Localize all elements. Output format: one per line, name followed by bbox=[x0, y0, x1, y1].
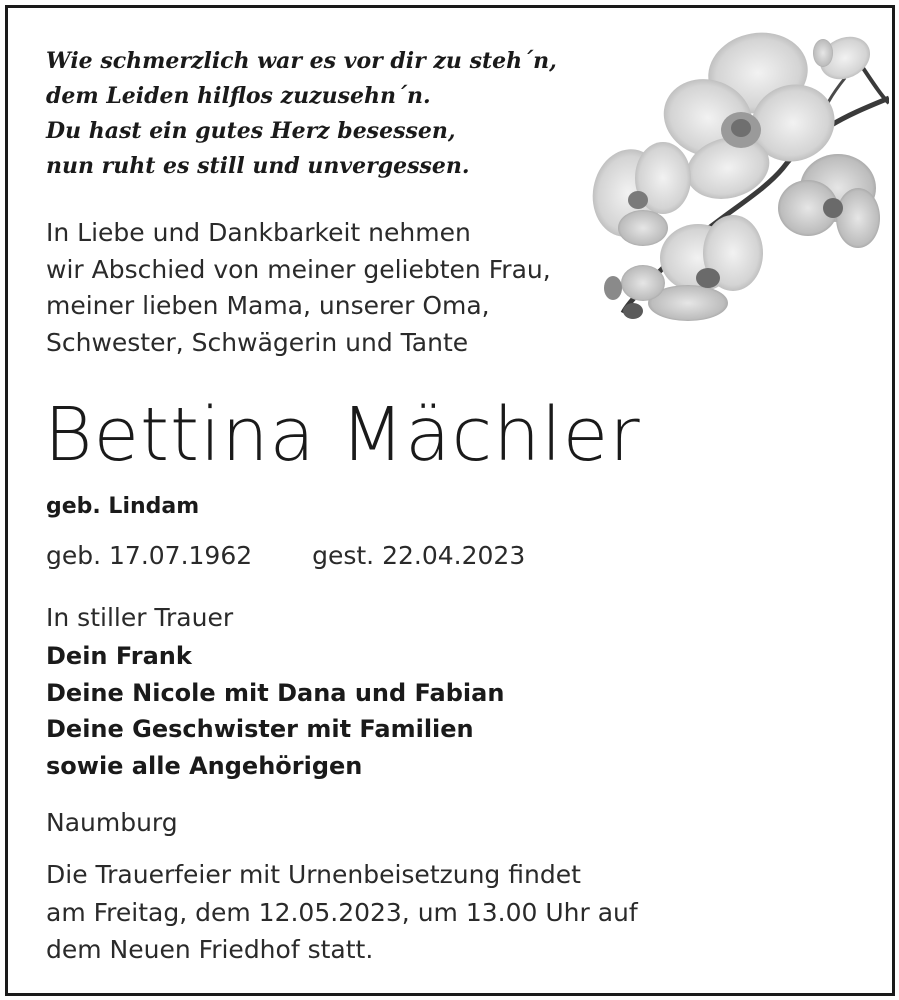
intro-line: meiner lieben Mama, unserer Oma, bbox=[46, 291, 490, 320]
obituary-notice bbox=[5, 5, 895, 996]
mourning-label: In stiller Trauer bbox=[46, 603, 234, 632]
funeral-line: dem Neuen Friedhof statt. bbox=[46, 935, 374, 964]
death-date: gest. 22.04.2023 bbox=[312, 541, 526, 570]
intro-line: In Liebe und Dankbarkeit nehmen bbox=[46, 218, 471, 247]
life-dates bbox=[46, 538, 525, 574]
funeral-info bbox=[46, 856, 638, 969]
place: Naumburg bbox=[46, 808, 178, 837]
mourners-list bbox=[46, 638, 504, 784]
poem-line: nun ruht es still und unvergessen. bbox=[46, 153, 470, 179]
poem bbox=[46, 44, 557, 184]
intro-line: wir Abschied von meiner geliebten Frau, bbox=[46, 254, 551, 284]
mourner: Deine Nicole mit Dana und Fabian bbox=[46, 678, 505, 707]
poem-line: Wie schmerzlich war es vor dir zu steh´n, bbox=[46, 48, 557, 74]
deceased-name: Bettina Mächler bbox=[44, 392, 641, 478]
mourner: Deine Geschwister mit Familien bbox=[46, 715, 474, 743]
funeral-line: am Freitag, dem 12.05.2023, um 13.00 Uhr auf bbox=[46, 897, 638, 927]
mourner: Dein Frank bbox=[46, 642, 192, 670]
poem-line: Du hast ein gutes Herz besessen, bbox=[46, 118, 456, 144]
maiden-name: geb. Lindam bbox=[46, 494, 200, 519]
mourner: sowie alle Angehörigen bbox=[46, 751, 363, 780]
birth-date: geb. 17.07.1962 bbox=[46, 541, 253, 570]
intro-text bbox=[46, 215, 551, 361]
funeral-line: Die Trauerfeier mit Urnenbeisetzung findet bbox=[46, 860, 581, 889]
intro-line: Schwester, Schwägerin und Tante bbox=[46, 327, 469, 357]
orchid-image bbox=[583, 18, 889, 323]
poem-line: dem Leiden hilflos zuzusehn´n. bbox=[46, 83, 431, 109]
